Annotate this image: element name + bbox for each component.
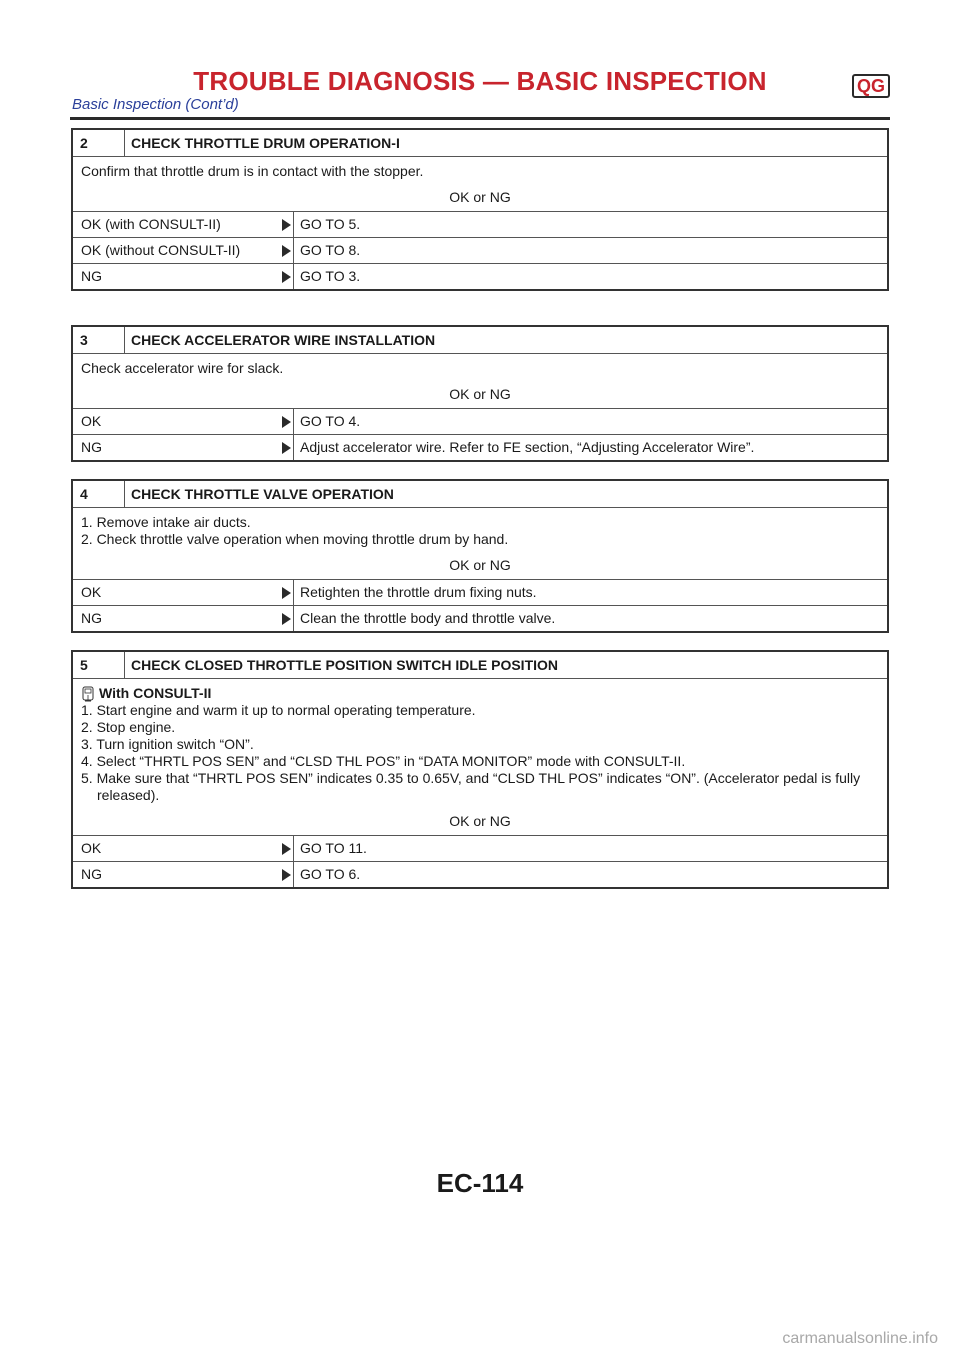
result-action: GO TO 5. [293, 212, 887, 237]
result-row [73, 434, 887, 460]
instruction-line: 2. Check throttle valve operation when moving throttle drum by hand. [81, 531, 509, 547]
instruction-line: 1. Start engine and warm it up to normal operating temperature. [81, 702, 476, 718]
ok-or-ng-label: OK or NG [449, 813, 511, 829]
step-body [73, 353, 887, 408]
result-row [73, 237, 887, 263]
result-action: Retighten the throttle drum fixing nuts. [293, 580, 887, 605]
step-body [73, 507, 887, 579]
arrow-right-icon [282, 245, 291, 257]
step-body [73, 156, 887, 211]
step-title-row [73, 130, 887, 156]
step-2-table [71, 128, 889, 291]
result-label: OK [81, 840, 102, 856]
result-row [73, 263, 887, 289]
instruction-line: 3. Turn ignition switch “ON”. [81, 736, 254, 752]
step-number: 3 [73, 327, 125, 353]
result-action: GO TO 4. [293, 409, 887, 434]
result-label: OK (without CONSULT-II) [81, 242, 241, 258]
step-title: CHECK ACCELERATOR WIRE INSTALLATION [131, 332, 436, 348]
page-title: TROUBLE DIAGNOSIS — BASIC INSPECTION [193, 66, 767, 96]
step-title: CHECK THROTTLE VALVE OPERATION [131, 486, 394, 502]
result-label: NG [81, 439, 102, 455]
arrow-right-icon [282, 843, 291, 855]
step-instruction: Confirm that throttle drum is in contact with the stopper. [81, 163, 424, 179]
result-action: GO TO 3. [293, 264, 887, 289]
ok-or-ng-label: OK or NG [449, 189, 511, 205]
header-divider [70, 117, 890, 120]
arrow-right-icon [282, 442, 291, 454]
step-title: CHECK CLOSED THROTTLE POSITION SWITCH IDLE POSITION [131, 657, 559, 673]
instruction-line: 1. Remove intake air ducts. [81, 514, 251, 530]
step-title: CHECK THROTTLE DRUM OPERATION-I [131, 135, 400, 151]
result-row [73, 835, 887, 861]
watermark: carmanualsonline.info [782, 1330, 938, 1347]
page-subtitle: Basic Inspection (Cont’d) [72, 96, 239, 113]
ok-or-ng-label: OK or NG [449, 386, 511, 402]
instruction-line: 5. Make sure that “THRTL POS SEN” indicates 0.35 to 0.65V, and “CLSD THL POS” indicates “ON”. (Accelerator pedal is fully released). [81, 770, 861, 803]
step-title-row [73, 652, 887, 678]
consult-tool-icon [81, 686, 95, 702]
result-action: GO TO 8. [293, 238, 887, 263]
arrow-right-icon [282, 219, 291, 231]
instruction-line: 4. Select “THRTL POS SEN” and “CLSD THL POS” in “DATA MONITOR” mode with CONSULT-II. [81, 753, 686, 769]
arrow-right-icon [282, 271, 291, 283]
result-row [73, 861, 887, 887]
result-row [73, 579, 887, 605]
step-number: 5 [73, 652, 125, 678]
step-number: 4 [73, 481, 125, 507]
result-label: NG [81, 610, 102, 626]
arrow-right-icon [282, 587, 291, 599]
result-row [73, 211, 887, 237]
result-row [73, 605, 887, 631]
result-label: OK [81, 584, 102, 600]
step-5-table [71, 650, 889, 889]
consult-label: With CONSULT-II [99, 685, 212, 701]
result-action: Adjust accelerator wire. Refer to FE section, “Adjusting Accelerator Wire”. [293, 435, 887, 460]
arrow-right-icon [282, 869, 291, 881]
result-action: GO TO 11. [293, 836, 887, 861]
step-title-row [73, 327, 887, 353]
result-action: Clean the throttle body and throttle valve. [293, 606, 887, 631]
step-instruction: Check accelerator wire for slack. [81, 360, 284, 376]
step-title-row [73, 481, 887, 507]
arrow-right-icon [282, 613, 291, 625]
ok-or-ng-label: OK or NG [449, 557, 511, 573]
result-label: NG [81, 866, 102, 882]
result-action: GO TO 6. [293, 862, 887, 887]
result-label: OK (with CONSULT-II) [81, 216, 221, 232]
result-label: NG [81, 268, 102, 284]
section-badge: QG [852, 74, 890, 98]
result-label: OK [81, 413, 102, 429]
step-3-table [71, 325, 889, 462]
step-number: 2 [73, 130, 125, 156]
instruction-line: 2. Stop engine. [81, 719, 176, 735]
result-row [73, 408, 887, 434]
step-4-table [71, 479, 889, 633]
step-body [73, 678, 887, 835]
page-number: EC-114 [436, 1168, 524, 1198]
arrow-right-icon [282, 416, 291, 428]
